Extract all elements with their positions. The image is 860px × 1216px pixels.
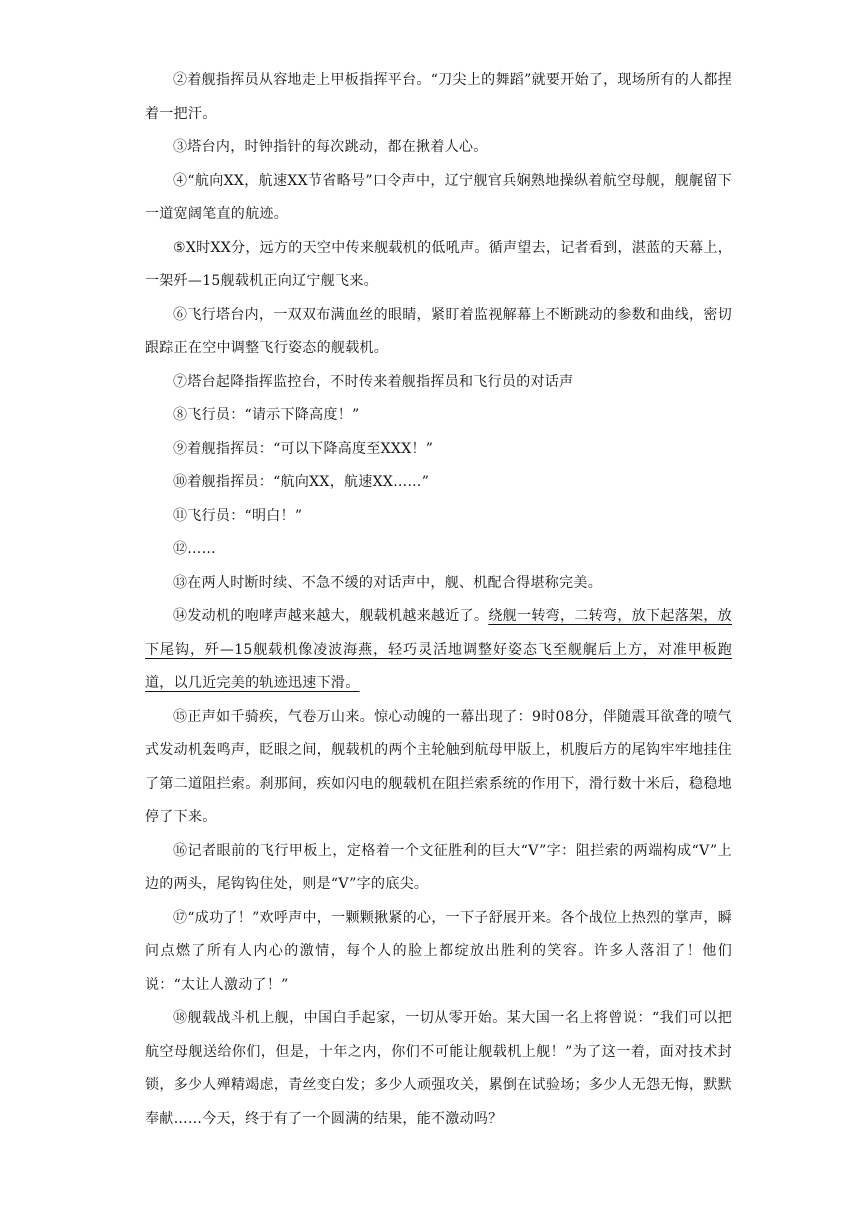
paragraph-15: ⑮正声如千骑疾，气卷万山来。惊心动魄的一幕出现了：9时08分，伴随震耳欲聋的喷气式发动机轰鸣声，眨眼之间，舰载机的两个主轮触到航母甲版上，机腹后方的尾钩牢牢地挂住了第二道阻拦索。刹那间，疾如闪电的舰载机在阻拦索系统的作用下，滑行数十米后，稳稳地停了下来。	[145, 708, 732, 825]
paragraph-5: ⑤X时XX分，远方的天空中传来舰载机的低吼声。循声望去，记者看到，湛蓝的天幕上，一架歼—15舰载机正向辽宁舰飞来。	[145, 239, 732, 289]
paragraph-11: ⑪飞行员：“明白！”	[173, 507, 303, 524]
paragraph-9: ⑨着舰指挥员：“可以下降高度至XXX！”	[173, 440, 434, 457]
paragraph-14-underlined: 绕舰一转弯，二转弯，放下起落架，放下尾钩，歼—15舰载机像凌波海燕，轻巧灵活地调整好姿态飞至舰艉后上方，对准甲板跑道，以几近完美的轨迹迅速下滑。	[145, 608, 732, 691]
paragraph-8: ⑧飞行员：“请示下降高度！”	[173, 407, 360, 423]
paragraph-14	[145, 600, 732, 701]
paragraph-2: ②着舰指挥员从容地走上甲板指挥平台。“刀尖上的舞蹈”就要开始了，现场所有的人都捏着一把汗。	[145, 72, 732, 122]
paragraph-14-lead: ⑭发动机的咆哮声越来越大，舰载机越来越近了。	[173, 608, 489, 624]
paragraph-7: ⑦塔台起降指挥监控台，不时传来着舰指挥员和飞行员的对话声	[173, 373, 574, 390]
paragraph-10: ⑩着舰指挥员：“航向XX，航速XX……”	[173, 474, 430, 490]
paragraph-16: ⑯记者眼前的飞行甲板上，定格着一个文征胜利的巨大“V”字：阻拦索的两端构成“V”上边的两头，尾钩钩住处，则是“V”字的底尖。	[145, 842, 732, 892]
paragraph-3: ③塔台内，时钟指针的每次跳动，都在揪着人心。	[173, 139, 488, 155]
paragraph-12: ⑫……	[173, 541, 216, 557]
paragraph-17: ⑰“成功了！”欢呼声中，一颗颗揪紧的心，一下子舒展开来。各个战位上热烈的掌声，瞬问点燃了所有人内心的激情，每个人的脸上都绽放出胜利的笑容。许多人落泪了！他们说：“太让人激动了！”	[145, 909, 732, 993]
paragraph-6: ⑥飞行塔台内，一双双布满血丝的眼睛，紧盯着监视解幕上不断跳动的参数和曲线，密切跟踪正在空中调整飞行姿态的舰载机。	[145, 306, 732, 356]
paragraph-18: ⑱舰载战斗机上舰，中国白手起家，一切从零开始。某大国一名上将曾说：“我们可以把航空母舰送给你们，但是，十年之内，你们不可能让舰载机上舰！”为了这一着，面对技术封锁，多少人殚精竭虑，青丝变白发；多少人顽强攻关，累倒在试验场；多少人无怨无悔，默默奉献……今天，终于有了一个圆满的结果，能不激动吗？	[145, 1010, 732, 1127]
paragraph-4: ④“航向XX，航速XX节省略号”口令声中，辽宁舰官兵娴熟地操纵着航空母舰，舰艉留下一道宽阔笔直的航迹。	[145, 172, 732, 222]
paragraph-13: ⑬在两人时断时续、不急不缓的对话声中，舰、机配合得堪称完美。	[173, 574, 602, 591]
